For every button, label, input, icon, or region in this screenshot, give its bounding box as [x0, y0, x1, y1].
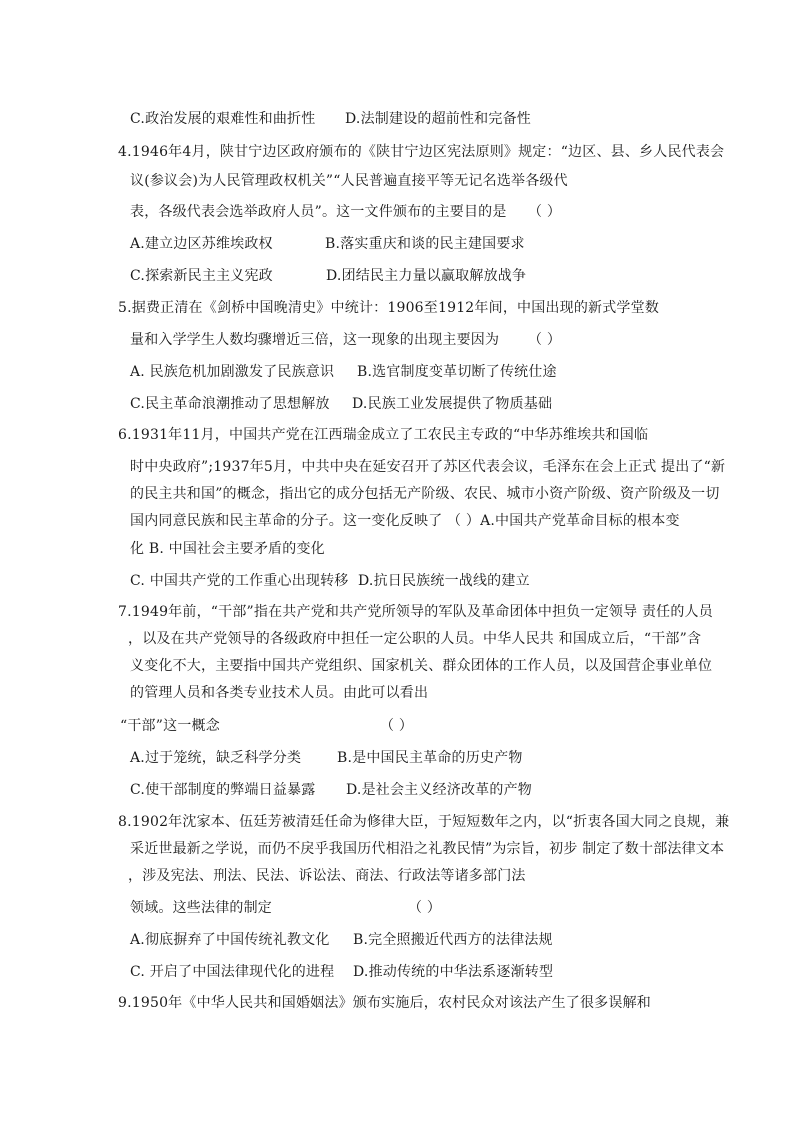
q7-option-b: B.是中国民主革命的历史产物	[337, 750, 523, 766]
q4-answer-paren: （ ）	[528, 204, 562, 220]
q8-option-b: B.完全照搬近代西方的法律法规	[353, 932, 553, 948]
q4-option-d: D.团结民主力量以赢取解放战争	[326, 268, 527, 284]
q8-stem-line2: 采近世最新之学说，而仍不戾乎我国历代相沿之礼教民情”为宗旨，初步 制定了数十部法律文本	[130, 841, 725, 857]
q5-option-c: C.民主革命浪潮推动了思想解放	[130, 396, 330, 412]
q8-answer-paren: （ ）	[408, 900, 442, 916]
q8-stem-line3: ，涉及宪法、刑法、民法、诉讼法、商法、行政法等诸多部门法	[128, 868, 526, 884]
q5-option-d: D.民族工业发展提供了物质基础	[352, 396, 553, 412]
q7-option-d: D.是社会主义经济改革的产物	[346, 782, 532, 798]
q7-option-a: A.过于笼统，缺乏科学分类	[130, 750, 302, 766]
q7-answer-paren: （ ）	[380, 718, 414, 734]
q6-stem-line5: 化 B. 中国社会主要矛盾的变化	[130, 541, 325, 557]
q5-answer-paren: （ ）	[528, 332, 562, 348]
q5-stem-line1: 5.据费正清在《剑桥中国晚清史》中统计：1906至1912年间，中国出现的新式学堂数	[118, 300, 660, 316]
q7-stem-line4: 的管理人员和各类专业技术人员。由此可以看出	[130, 685, 429, 701]
q8-option-a: A.彻底摒弃了中国传统礼教文化	[130, 932, 330, 948]
q5-option-b: B.选官制度变革切断了传统仕途	[357, 364, 557, 380]
q5-option-a: A. 民族危机加剧激发了民族意识	[130, 364, 335, 380]
q7-stem-line1: 7.1949年前，“干部”指在共产党和共产党所领导的军队及革命团体中担负一定领导 责任的人员	[118, 604, 713, 620]
q4-stem-line1: 4.1946年4月，陕甘宁边区政府颁布的《陕甘宁边区宪法原则》规定：“边区、县、乡人民代表会	[118, 144, 725, 160]
q7-stem-line2: ，以及在共产党领导的各级政府中担任一定公职的人员。中华人民共 和国成立后，“干部”含	[128, 631, 702, 647]
q6-option-c: C. 中国共产党的工作重心出现转移	[130, 573, 349, 589]
q9-stem-line1: 9.1950年《中华人民共和国婚姻法》颁布实施后，农村民众对该法产生了很多误解和	[118, 995, 651, 1011]
q6-stem-line3: 的民主共和国”的概念，指出它的成分包括无产阶级、农民、城市小资产阶级、资产阶级及一切	[130, 486, 720, 502]
q7-stem-line5: “干部”这一概念	[120, 718, 220, 734]
q4-option-b: B.落实重庆和谈的民主建国要求	[325, 236, 525, 252]
q6-option-d: D.抗日民族统一战线的建立	[358, 573, 530, 589]
q7-option-c: C.使干部制度的弊端日益暴露	[130, 782, 316, 798]
q3-option-d: D.法制建设的超前性和完备性	[345, 111, 531, 127]
q8-stem-line4: 领域。这些法律的制定	[130, 900, 272, 916]
q5-stem-line2: 量和入学学生人数均骤增近三倍，这一现象的出现主要因为	[130, 332, 500, 348]
q4-option-a: A.建立边区苏维埃政权	[130, 236, 273, 252]
q3-option-c: C.政治发展的艰难性和曲折性	[130, 111, 316, 127]
q4-option-c: C.探索新民主主义宪政	[130, 268, 273, 284]
q7-stem-line3: 义变化不大，主要指中国共产党组织、国家机关、群众团体的工作人员，以及国营企事业单位	[130, 658, 713, 674]
q8-option-c: C. 开启了中国法律现代化的进程	[130, 964, 335, 980]
q6-stem-line4: 国内同意民族和民主革命的分子。这一变化反映了 （ ）A.中国共产党革命目标的根本变	[130, 513, 680, 529]
q4-stem-line2: 议(参议会)为人民管理政权机关”“人民普遍直接平等无记名选举各级代	[130, 173, 568, 189]
q6-stem-line1: 6.1931年11月，中国共产党在江西瑞金成立了工农民主专政的“中华苏维埃共和国临	[118, 427, 649, 443]
q8-option-d: D.推动传统的中华法系逐渐转型	[353, 964, 554, 980]
q8-stem-line1: 8.1902年沈家本、伍廷芳被清廷任命为修律大臣，于短短数年之内，以“折衷各国大同之良规，兼	[118, 814, 730, 830]
q4-stem-line3: 表，各级代表会选举政府人员”。这一文件颁布的主要目的是	[130, 204, 507, 220]
q6-stem-line2: 时中央政府”;1937年5月，中共中央在延安召开了苏区代表会议，毛泽东在会上正式 提出了“新	[130, 459, 726, 475]
